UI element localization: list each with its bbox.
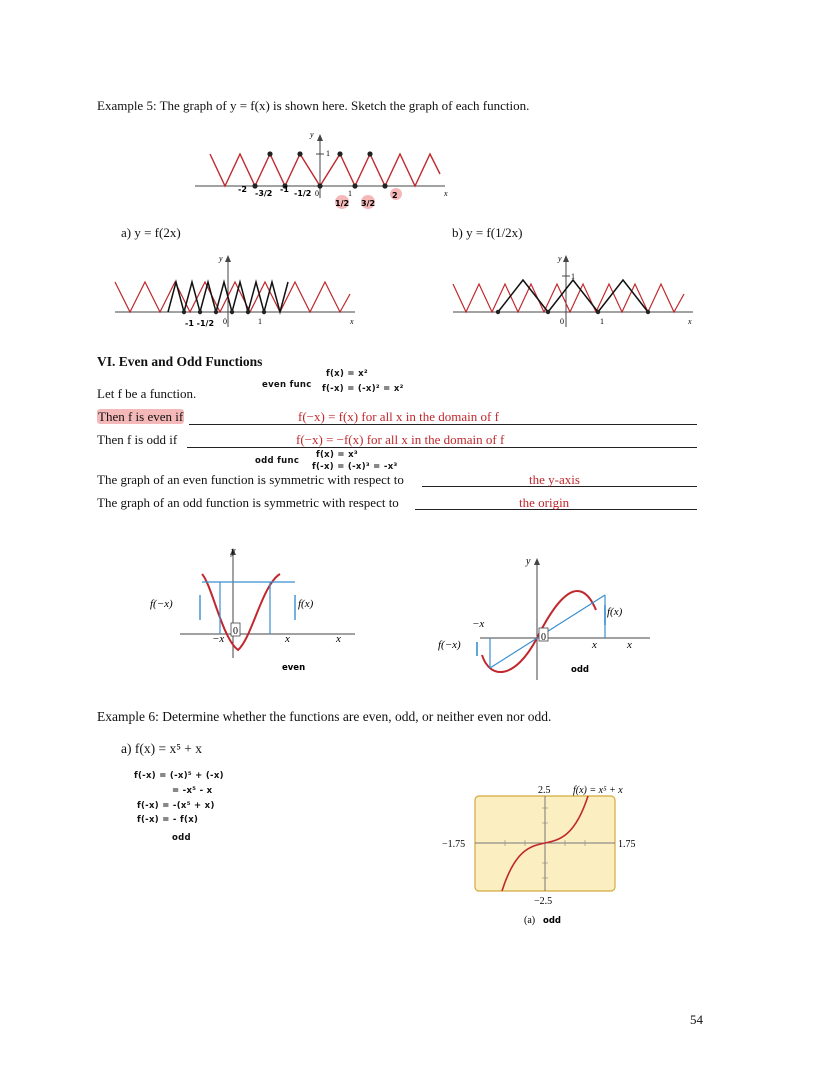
- note-even-eq1: f(x) = x²: [326, 369, 368, 379]
- even-f-neg-x: f(−x): [150, 598, 173, 610]
- top-y-label: y: [310, 130, 314, 139]
- graph-func-label: f(x) = x⁵ + x: [573, 785, 623, 796]
- hw-tick-neg2: -2: [238, 185, 247, 194]
- page-number: 54: [690, 1012, 703, 1027]
- work-line-2: = -x⁵ - x: [172, 786, 213, 796]
- top-tick-0: 0: [315, 189, 319, 198]
- part-b-tick-0: 0: [560, 317, 564, 326]
- note-odd-func: odd func: [255, 456, 300, 466]
- part-a-tick-1: 1: [258, 317, 262, 326]
- part-b-label: b) y = f(1/2x): [452, 225, 523, 240]
- odd-caption: odd: [571, 665, 590, 675]
- part-b-graph: [448, 252, 698, 337]
- part-a-tick-0: 0: [223, 317, 227, 326]
- odd-neg-x: −x: [472, 618, 485, 630]
- even-f-x: f(x): [298, 598, 314, 610]
- even-neg-x: −x: [212, 633, 225, 645]
- part-a-x-label: x: [350, 317, 354, 326]
- even-label-text: Then f is even if: [98, 409, 184, 424]
- example6-graph: [430, 778, 670, 928]
- odd-graph-label: The graph of an odd function is symmetric with respect to: [97, 495, 399, 510]
- part-a-y-label: y: [219, 254, 223, 263]
- even-origin: 0: [233, 626, 238, 637]
- odd-origin: 0: [541, 632, 546, 643]
- work-line-1: f(-x) = (-x)⁵ + (-x): [134, 771, 224, 781]
- part-a-label: a) y = f(2x): [121, 225, 181, 240]
- work-line-3: f(-x) = -(x⁵ + x): [137, 801, 215, 811]
- part-b-red-zigzag: [453, 284, 684, 312]
- work-line-4: f(-x) = - f(x): [137, 815, 199, 825]
- part-b-y-tick: 1: [571, 272, 575, 281]
- odd-graph-answer: the origin: [519, 495, 570, 510]
- hw-tick-2: 2: [392, 191, 398, 200]
- example6-title: Example 6: Determine whether the functions are even, odd, or neither even nor odd.: [97, 709, 552, 724]
- part-b-y-label: y: [558, 254, 562, 263]
- section6-heading: VI. Even and Odd Functions: [97, 354, 263, 369]
- odd-answer: f(−x) = −f(x) for all x in the domain of f: [296, 432, 505, 447]
- graph-y-min: −2.5: [534, 896, 553, 907]
- graph-caption-prefix: (a): [524, 915, 536, 926]
- even-x-label: x: [336, 633, 341, 645]
- note-odd-eq1: f(x) = x³: [316, 450, 358, 460]
- graph-caption-note: odd: [543, 916, 562, 926]
- even-label: [97, 409, 184, 425]
- odd-x-label: x: [627, 639, 632, 651]
- odd-diagram: [430, 550, 660, 685]
- hw-tick-neg3-2: -3/2: [255, 189, 273, 198]
- note-odd-eq2: f(-x) = (-x)³ = -x³: [312, 462, 398, 472]
- work-line-5: odd: [172, 833, 191, 843]
- even-graph-answer: the y-axis: [529, 472, 580, 487]
- hw-tick-neg1-2: -1/2: [294, 189, 312, 198]
- odd-f-x: f(x): [607, 606, 623, 618]
- graph-x-max: 1.75: [618, 839, 636, 850]
- part-a-handwritten: -1 -1/2: [185, 319, 215, 328]
- hw-tick-3-2: 3/2: [361, 199, 376, 208]
- top-zigzag: [210, 154, 440, 186]
- odd-f-neg-x: f(−x): [438, 639, 461, 651]
- note-even-func: even func: [262, 380, 312, 390]
- odd-y-label: y: [526, 556, 531, 567]
- even-caption: even: [282, 663, 306, 673]
- part-b-x-label: x: [688, 317, 692, 326]
- even-graph-label: The graph of an even function is symmetric with respect to: [97, 472, 404, 487]
- odd-label: Then f is odd if: [97, 432, 178, 447]
- let-line: Let f be a function.: [97, 386, 197, 401]
- hw-tick-neg1: -1: [280, 185, 289, 194]
- top-x-label: x: [444, 189, 448, 198]
- even-answer: f(−x) = f(x) for all x in the domain of f: [298, 409, 499, 424]
- top-y-tick: 1: [326, 149, 330, 158]
- graph-y-max: 2.5: [538, 785, 551, 796]
- part-a-graph: [110, 252, 360, 337]
- example6-part-a: a) f(x) = x⁵ + x: [121, 741, 203, 756]
- top-tick-1: 1: [348, 189, 352, 198]
- example5-title: Example 5: The graph of y = f(x) is shown here. Sketch the graph of each function.: [97, 98, 530, 113]
- odd-pos-x: x: [592, 639, 597, 651]
- even-y-label: y: [231, 546, 236, 557]
- note-even-eq2: f(-x) = (-x)² = x²: [322, 384, 404, 394]
- graph-x-min: −1.75: [442, 839, 466, 850]
- even-diagram: [140, 540, 360, 675]
- hw-tick-1-2: 1/2: [335, 199, 350, 208]
- part-b-tick-1: 1: [600, 317, 604, 326]
- even-pos-x: x: [285, 633, 290, 645]
- example5-top-graph: [190, 128, 460, 213]
